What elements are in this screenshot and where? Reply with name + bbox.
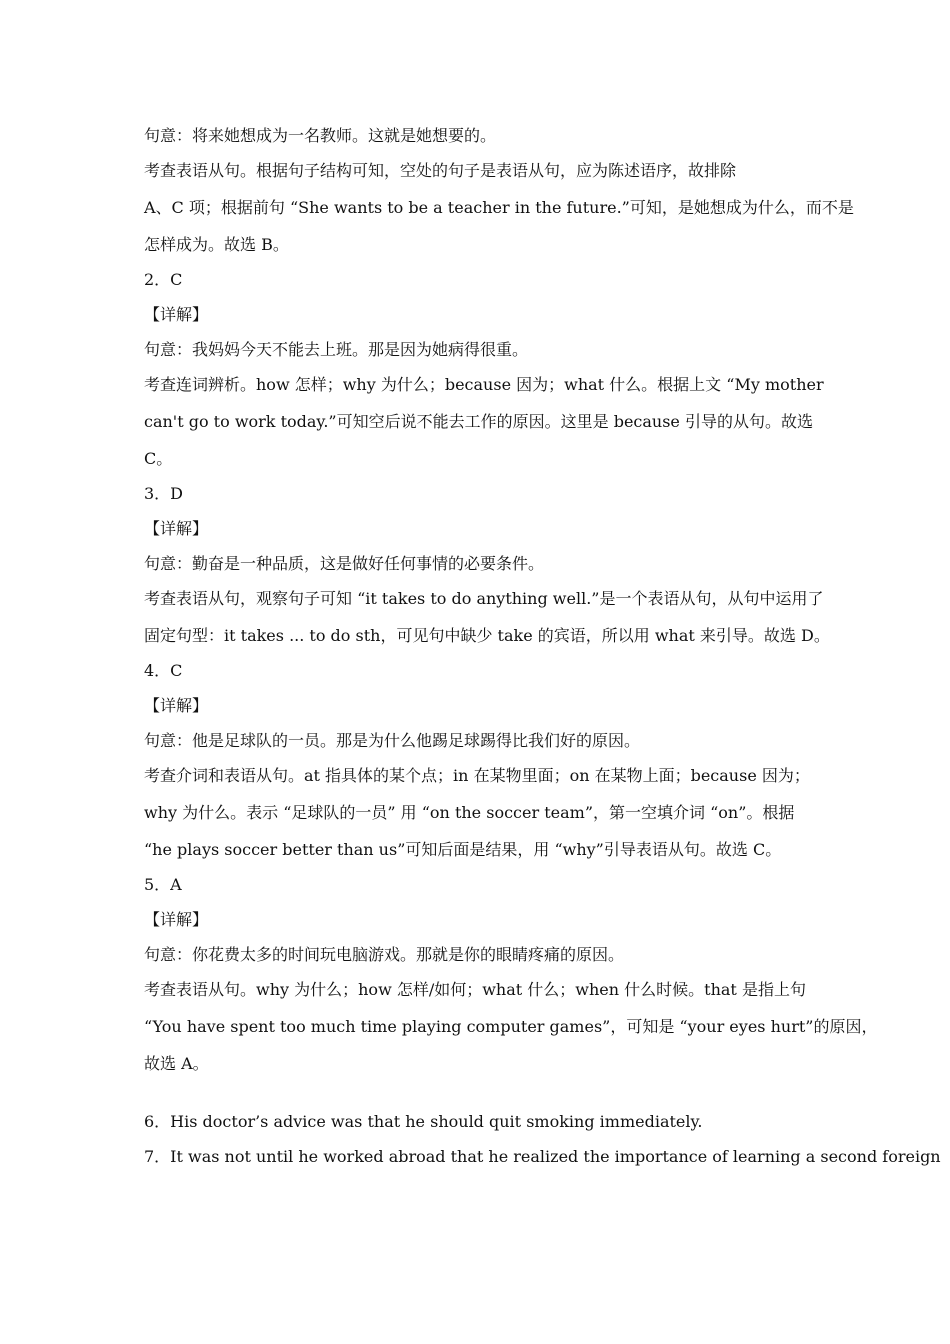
q3-analysis-line: 固定句型：it takes ... to do sth，可见句中缺少 take 的宾语，所以用 what 来引导。故选 D。: [144, 626, 830, 645]
q3-analysis-line: 考查表语从句，观察句子可知 “it takes to do anything well.”是一个表语从句，从句中运用了: [144, 589, 824, 608]
q5-meaning: 句意：你花费太多的时间玩电脑游戏。那就是你的眼睛疼痛的原因。: [144, 945, 625, 964]
q5-answer: 5．A: [144, 875, 182, 894]
q5-analysis-line: 故选 A。: [144, 1054, 209, 1073]
q2-detail-label: 【详解】: [144, 305, 209, 324]
q4-meaning: 句意：他是足球队的一员。那是为什么他踢足球踢得比我们好的原因。: [144, 731, 641, 750]
q4-analysis-line: 考查介词和表语从句。at 指具体的某个点；in 在某物里面；on 在某物上面；because 因为；: [144, 766, 810, 785]
q6-answer: 6．His doctor’s advice was that he should quit smoking immediately.: [144, 1112, 703, 1131]
q4-analysis-line: “he plays soccer better than us”可知后面是结果，用 “why”引导表语从句。故选 C。: [144, 840, 782, 859]
q5-analysis-line: 考查表语从句。why 为什么；how 怎样/如何；what 什么；when 什么时候。that 是指上句: [144, 980, 806, 999]
q4-detail-label: 【详解】: [144, 696, 209, 715]
q3-answer: 3．D: [144, 484, 184, 503]
q2-meaning: 句意：我妈妈今天不能去上班。那是因为她病得很重。: [144, 340, 529, 359]
q3-meaning: 句意：勤奋是一种品质，这是做好任何事情的必要条件。: [144, 554, 545, 573]
answer-document: [144, 124, 941, 1169]
q3-detail-label: 【详解】: [144, 519, 209, 538]
q4-analysis-line: why 为什么。表示 “足球队的一员” 用 “on the soccer team”，第一空填介词 “on”。根据: [144, 803, 795, 822]
q7-answer: 7．It was not until he worked abroad that he realized the importance of learning a second foreign: [144, 1147, 941, 1166]
q4-answer: 4．C: [144, 661, 183, 680]
q5-analysis-line: “You have spent too much time playing computer games”，可知是 “your eyes hurt”的原因，: [144, 1017, 878, 1036]
q1-analysis-line: 怎样成为。故选 B。: [144, 235, 289, 254]
q2-analysis-line: C。: [144, 449, 173, 468]
q5-detail-label: 【详解】: [144, 910, 209, 929]
q2-analysis-line: can't go to work today.”可知空后说不能去工作的原因。这里是 because 引导的从句。故选: [144, 412, 813, 431]
q1-analysis-line: 考查表语从句。根据句子结构可知，空处的句子是表语从句，应为陈述语序，故排除: [144, 161, 737, 180]
q1-analysis-line: A、C 项；根据前句 “She wants to be a teacher in the future.”可知，是她想成为什么，而不是: [144, 198, 854, 217]
q1-meaning: 句意：将来她想成为一名教师。这就是她想要的。: [144, 126, 497, 145]
q2-answer: 2．C: [144, 270, 183, 289]
q2-analysis-line: 考查连词辨析。how 怎样；why 为什么；because 因为；what 什么。根据上文 “My mother: [144, 375, 824, 394]
